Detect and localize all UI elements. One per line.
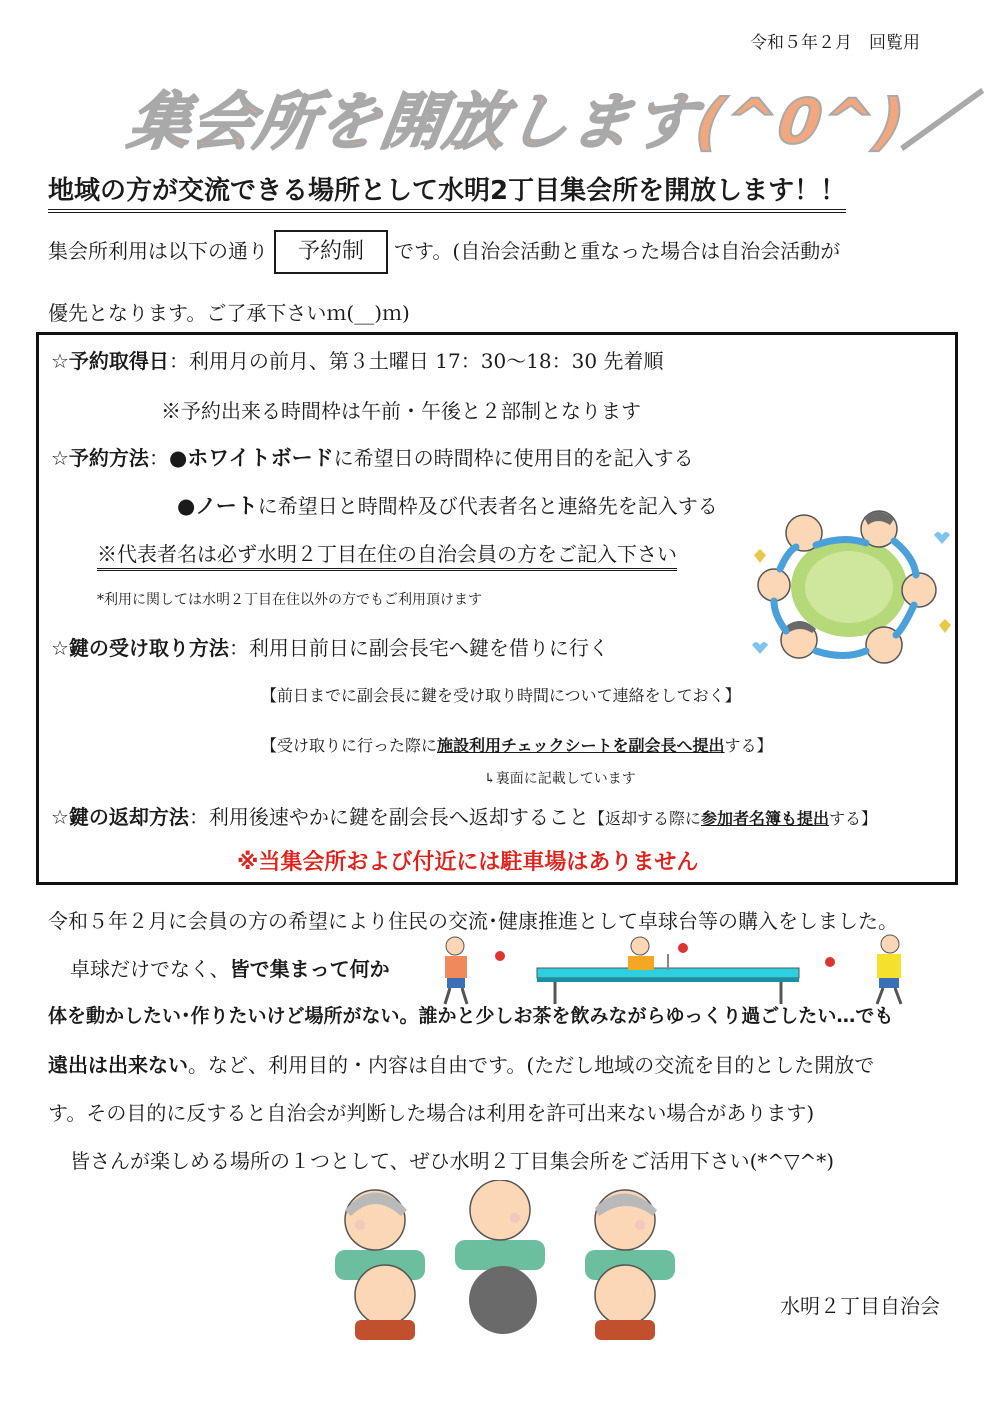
body-emphasis: 遠出は出来ない <box>48 1053 188 1077</box>
body-emphasis: 皆で集まって何か <box>229 957 390 981</box>
circle-of-people-illustration <box>744 495 954 675</box>
body-text: 卓球だけでなく、 <box>70 957 230 981</box>
intro-after: です。(自治会活動と重なった場合は自治会活動が <box>394 239 841 263</box>
rule-method-note <box>177 490 718 520</box>
closing-line: 皆さんが楽しめる場所の１つとして、ぜひ水明２丁目集会所をご活用下さい(*^▽^*) <box>70 1149 835 1173</box>
rule-label: ☆鍵の返却方法 <box>51 805 189 829</box>
purpose-emphasis: 体を動かしたい･作りたいけど場所がない。誰かと少しお茶を飲みながらゆっくり過ごしたい…でも <box>48 1005 894 1027</box>
rule-text: ：利用後速やかに鍵を副会長へ返却すること <box>188 805 589 829</box>
note-part: 【受け取りに行った際に <box>261 736 438 755</box>
intro-paragraph <box>48 220 948 344</box>
rule-text: に希望日と時間枠及び代表者名と連絡先を記入する <box>257 494 718 518</box>
circulation-date: 令和５年２月 回覧用 <box>750 33 920 53</box>
body-text: 。など、利用目的・内容は自由です。(ただし地域の交流を目的とした開放で <box>188 1053 875 1077</box>
rule-key-return <box>51 801 877 830</box>
table-tennis-illustration <box>425 932 925 1007</box>
method-whiteboard: ●ホワイトボード <box>168 446 334 470</box>
rule-text: ：利用月の前月、第３土曜日 17：30～18：30 先着順 <box>168 349 664 373</box>
intro-line2: 優先となります。ご了承下さいｍ(__)ｍ) <box>48 301 410 325</box>
page-title: 集会所を開放します(^0^)／ <box>124 85 974 158</box>
rule-label: ☆予約取得日 <box>51 349 169 373</box>
purpose-lead <box>70 953 390 982</box>
method-notebook: ●ノート <box>177 494 258 518</box>
association-signature: 水明２丁目自治会 <box>780 1294 940 1318</box>
note-part: 【返却する際に <box>588 809 701 828</box>
rule-key-pickup <box>51 632 609 661</box>
roster-highlight: 参加者名簿も提出 <box>700 809 829 828</box>
note-part: する】 <box>724 736 773 755</box>
parking-warning: ※当集会所および付近には駐車場はありません <box>237 850 699 875</box>
representative-note: ※代表者名は必ず水明２丁目在住の自治会員の方をご記入下さい <box>97 538 677 571</box>
reservation-badge: 予約制 <box>274 230 388 274</box>
rules-box <box>36 332 958 885</box>
rule-separator: ： <box>148 446 169 470</box>
checksheet-note <box>261 733 773 756</box>
pickup-note: 【前日までに副会長に鍵を受け取り時間について連絡をしておく】 <box>261 686 741 705</box>
rule-note: ※予約出来る時間枠は午前・午後と２部制となります <box>161 399 641 423</box>
seated-elders-illustration <box>305 1180 725 1345</box>
rule-label: ☆予約方法 <box>51 446 149 470</box>
rule-text: に希望日の時間枠に使用目的を記入する <box>333 446 694 470</box>
subheadline: 地域の方が交流できる場所として水明2丁目集会所を開放します！！ <box>48 170 846 213</box>
rule-text: ：利用日前日に副会長宅へ鍵を借りに行く <box>228 636 609 660</box>
non-resident-note: *利用に関しては水明２丁目在住以外の方でもご利用頂けます <box>97 592 482 608</box>
intro-before: 集会所利用は以下の通り <box>48 239 268 263</box>
rule-reservation-method <box>51 442 694 472</box>
restriction-line: す。その目的に反すると自治会が判断した場合は利用を許可出来ない場合があります) <box>48 1101 815 1125</box>
back-side-note: ↳裏面に記載しています <box>484 771 636 787</box>
rule-reservation-date <box>51 345 663 374</box>
purchase-paragraph: 令和５年２月に会員の方の希望により住民の交流･健康推進として卓球台等の購入をしました。 <box>48 909 898 933</box>
checksheet-highlight: 施設利用チェックシートを副会長へ提出 <box>437 736 725 755</box>
rule-label: ☆鍵の受け取り方法 <box>51 636 229 660</box>
note-part: する】 <box>828 809 877 828</box>
purpose-line <box>48 1049 874 1078</box>
